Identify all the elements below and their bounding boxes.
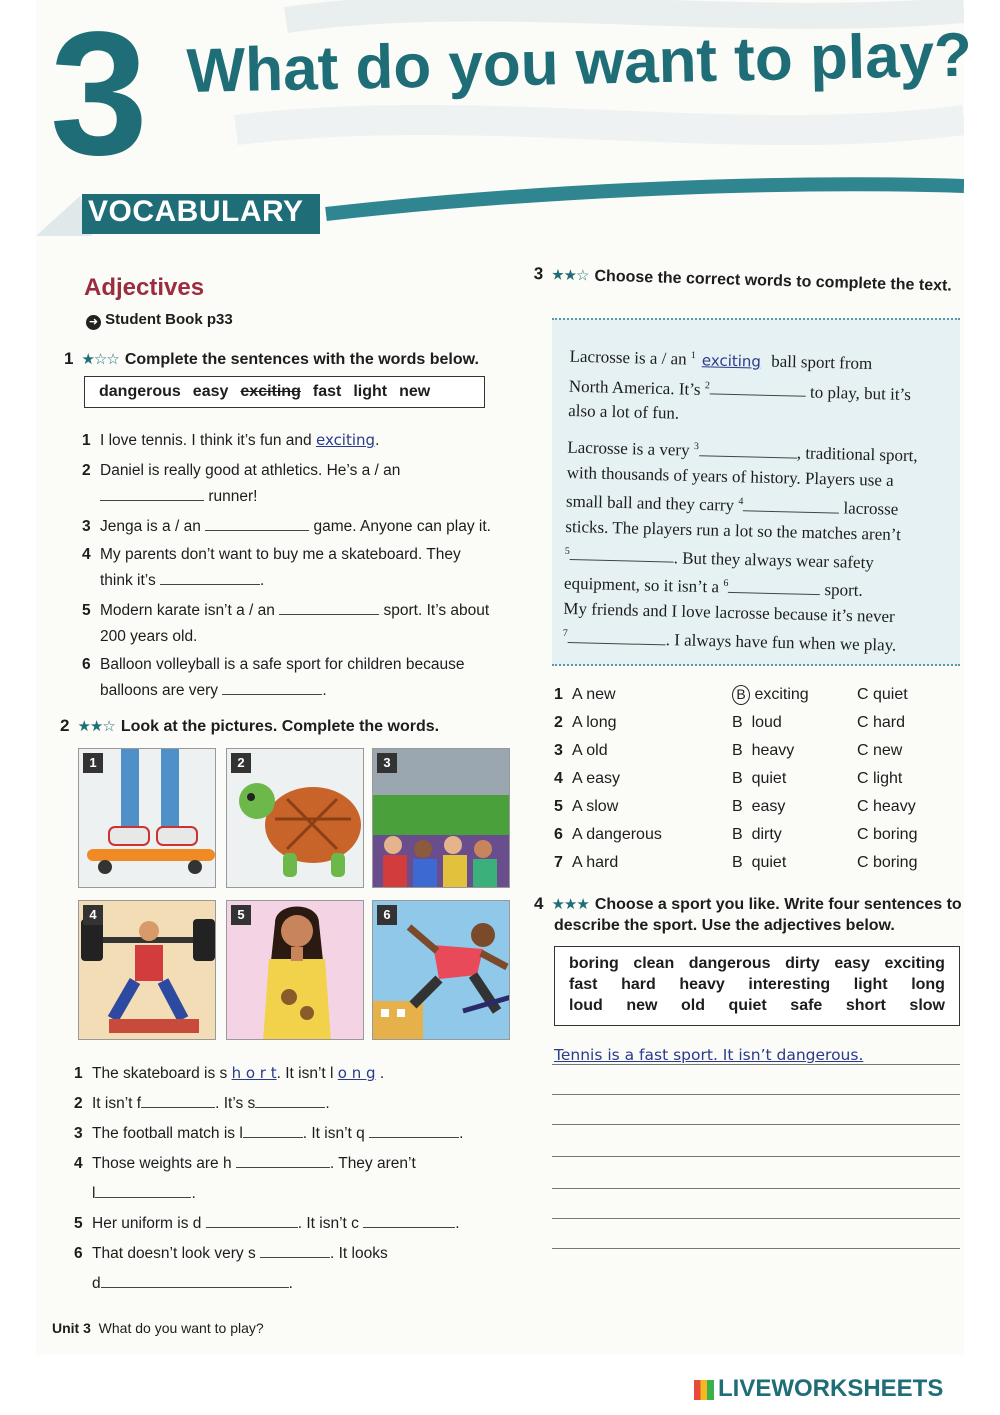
answer-exciting[interactable]: exciting <box>701 350 762 371</box>
vocabulary-banner: VOCABULARY <box>82 194 320 234</box>
picture-weights: 4 <box>78 900 216 1040</box>
ref-text: Student Book p33 <box>105 311 233 328</box>
ex2-sentence-6: 6 That doesn’t look very s . It looks <box>74 1245 388 1262</box>
ex1-stars: ★☆☆ <box>81 351 119 368</box>
ex1-sentences: 1 I love tennis. I think it’s fun and exciting. 2 Daniel is really good at athletics. He’s a / an runner! 3 Jenga is a / an game. Anyone can play it. 4 My parents don’t want to buy me a skateboard. They think it’s . 5 Modern karate isn’t a / an sport. It’s about 200 years old. 6 Balloon volleyball is a safe sport for children because balloons are very . <box>82 427 522 704</box>
option-row-3: 3 A old B heavy C new <box>554 742 903 759</box>
selected-option-b[interactable]: B <box>732 685 750 705</box>
option-row-7: 7 A hard B quiet C boring <box>554 854 918 871</box>
word: easy <box>192 383 229 400</box>
word: new <box>399 383 431 400</box>
answer-blank[interactable] <box>243 1124 303 1138</box>
answer-blank[interactable] <box>570 546 674 563</box>
ex1-sentence-3: 3 Jenga is a / an game. Anyone can play it. <box>82 518 491 535</box>
answer-blank[interactable] <box>205 517 309 531</box>
ex2-sentence-3: 3 The football match is l . It isn’t q . <box>74 1125 464 1142</box>
answer-blank[interactable] <box>236 1154 330 1168</box>
writing-line[interactable] <box>552 1156 960 1157</box>
ex1-number: 1 <box>64 349 74 368</box>
picture-uniform: 5 <box>226 900 364 1040</box>
answer-blank[interactable] <box>710 381 806 397</box>
ex4-example-answer[interactable]: Tennis is a fast sport. It isn’t dangerous. <box>554 1046 864 1064</box>
option-row-1: 1 A new B exciting C quiet <box>554 686 908 703</box>
ex2-sentence-2: 2 It isn’t f . It’s s . <box>74 1095 330 1112</box>
answer-blank[interactable] <box>260 1244 330 1258</box>
unit-number: 3 <box>50 0 144 192</box>
ex1-sentence-6: 6 Balloon volleyball is a safe sport for children because <box>82 656 465 673</box>
page-title: What do you want to play? <box>186 20 973 106</box>
ex1-sentence-5: 5 Modern karate isn’t a / an sport. It’s about <box>82 602 490 619</box>
picture-falling-player: 6 <box>372 900 510 1040</box>
ex1-sentence-4: 4 My parents don’t want to buy me a skateboard. They <box>82 546 461 563</box>
picture-tortoise: 2 <box>226 748 364 888</box>
student-book-ref <box>86 311 233 330</box>
ex2-instruction: Look at the pictures. Complete the words. <box>120 718 440 735</box>
ex4-header: 4 ★★★ Choose a sport you like. Write four sentences to <box>534 894 962 913</box>
option-row-6: 6 A dangerous B dirty C boring <box>554 826 918 843</box>
ex1-sentence-1: 1 I love tennis. I think it’s fun and exciting. <box>82 431 380 449</box>
ex3-options <box>554 681 917 877</box>
answer-ong[interactable]: o n g <box>337 1064 376 1082</box>
ex4-instruction: Choose a sport you like. Write four sentences to <box>594 896 962 913</box>
option-row-5: 5 A slow B easy C heavy <box>554 798 916 815</box>
answer-blank[interactable] <box>101 1274 289 1288</box>
answer-blank[interactable] <box>141 1094 215 1108</box>
writing-line[interactable] <box>552 1124 960 1125</box>
ex2-sentence-1: 1 The skateboard is s h o r t. It isn’t l o n g . <box>74 1064 385 1082</box>
answer-blank[interactable] <box>206 1214 298 1228</box>
answer-blank[interactable] <box>160 571 260 585</box>
ex2-sentences: 1 The skateboard is s h o r t. It isn’t l o n g . 2 It isn’t f . It’s s . 3 The football match is l . It isn’t q . 4 Those weights are h . They aren’t l . 5 Her uniform is d . It isn’t c . 6 That doesn’t look very s . It looks d . <box>74 1058 514 1299</box>
answer-blank[interactable] <box>743 497 839 513</box>
writing-line[interactable] <box>552 1248 960 1249</box>
word: dangerous <box>99 383 181 400</box>
arrow-circle-icon: ➜ <box>86 315 101 330</box>
writing-line[interactable] <box>552 1218 960 1219</box>
ex3-text: Lacrosse is a / an $^1$ exciting ball sport from North America. It’s $^2$ to play, but it’s also a lot of fun. Lacrosse is a very $^3$ , traditional sport, with thousands of years of history. Players use a small ball and they carry $^4$ lacrosse sticks. The players run a lot so the matches aren’t $^5$ . But they always wear safety equipment, so it isn’t a $^6$ sport. My friends and I love lacrosse because it’s never $^7$ . I always have fun when we play. <box>562 346 918 655</box>
option-row-4: 4 A easy B quiet C light <box>554 770 903 787</box>
answer-exciting[interactable]: exciting <box>315 431 376 449</box>
liveworksheets-icon <box>694 1380 714 1400</box>
word: light <box>353 383 388 400</box>
answer-hort[interactable]: h o r t <box>231 1064 277 1082</box>
ex3-header: 3 ★★☆ Choose the correct words to complete the text. <box>533 264 952 295</box>
ex1-instruction: Complete the sentences with the words below. <box>124 351 479 368</box>
writing-line[interactable] <box>552 1064 960 1065</box>
footer: Unit 3 What do you want to play? <box>52 1320 264 1336</box>
section-title: Adjectives <box>84 274 205 301</box>
ex2-sentence-5: 5 Her uniform is d . It isn’t c . <box>74 1215 460 1232</box>
watermark-logo: LIVEWORKSHEETS <box>694 1375 943 1403</box>
ex2-sentence-4: 4 Those weights are h . They aren’t <box>74 1155 416 1172</box>
picture-skateboard: 1 <box>78 748 216 888</box>
ex3-instruction: Choose the correct words to complete the text. <box>594 267 952 295</box>
answer-blank[interactable] <box>222 681 322 695</box>
answer-blank[interactable] <box>100 487 204 501</box>
ex1-header <box>64 349 479 369</box>
ex1-sentence-2: 2 Daniel is really good at athletics. He’s a / an <box>82 462 401 479</box>
answer-blank[interactable] <box>369 1124 459 1138</box>
ex1-word-box <box>84 376 485 408</box>
option-row-2: 2 A long B loud C hard <box>554 714 906 731</box>
word-used: exciting <box>240 383 301 400</box>
answer-blank[interactable] <box>568 629 666 645</box>
answer-blank[interactable] <box>95 1184 191 1198</box>
answer-blank[interactable] <box>279 601 379 615</box>
answer-blank[interactable] <box>699 442 797 458</box>
writing-line[interactable] <box>552 1188 960 1189</box>
picture-football-match: 3 <box>372 748 510 888</box>
writing-line[interactable] <box>552 1094 960 1095</box>
ex4-word-box: boring clean dangerous dirty easy exciting fast hard heavy interesting light long loud new old quiet safe short slow <box>554 946 960 1026</box>
ex4-instruction-line2: describe the sport. Use the adjectives below. <box>554 917 895 934</box>
answer-blank[interactable] <box>255 1094 325 1108</box>
answer-blank[interactable] <box>728 579 820 595</box>
ex2-header: 2 ★★☆ Look at the pictures. Complete the words. <box>60 716 440 735</box>
word: fast <box>312 383 342 400</box>
answer-blank[interactable] <box>363 1214 455 1228</box>
